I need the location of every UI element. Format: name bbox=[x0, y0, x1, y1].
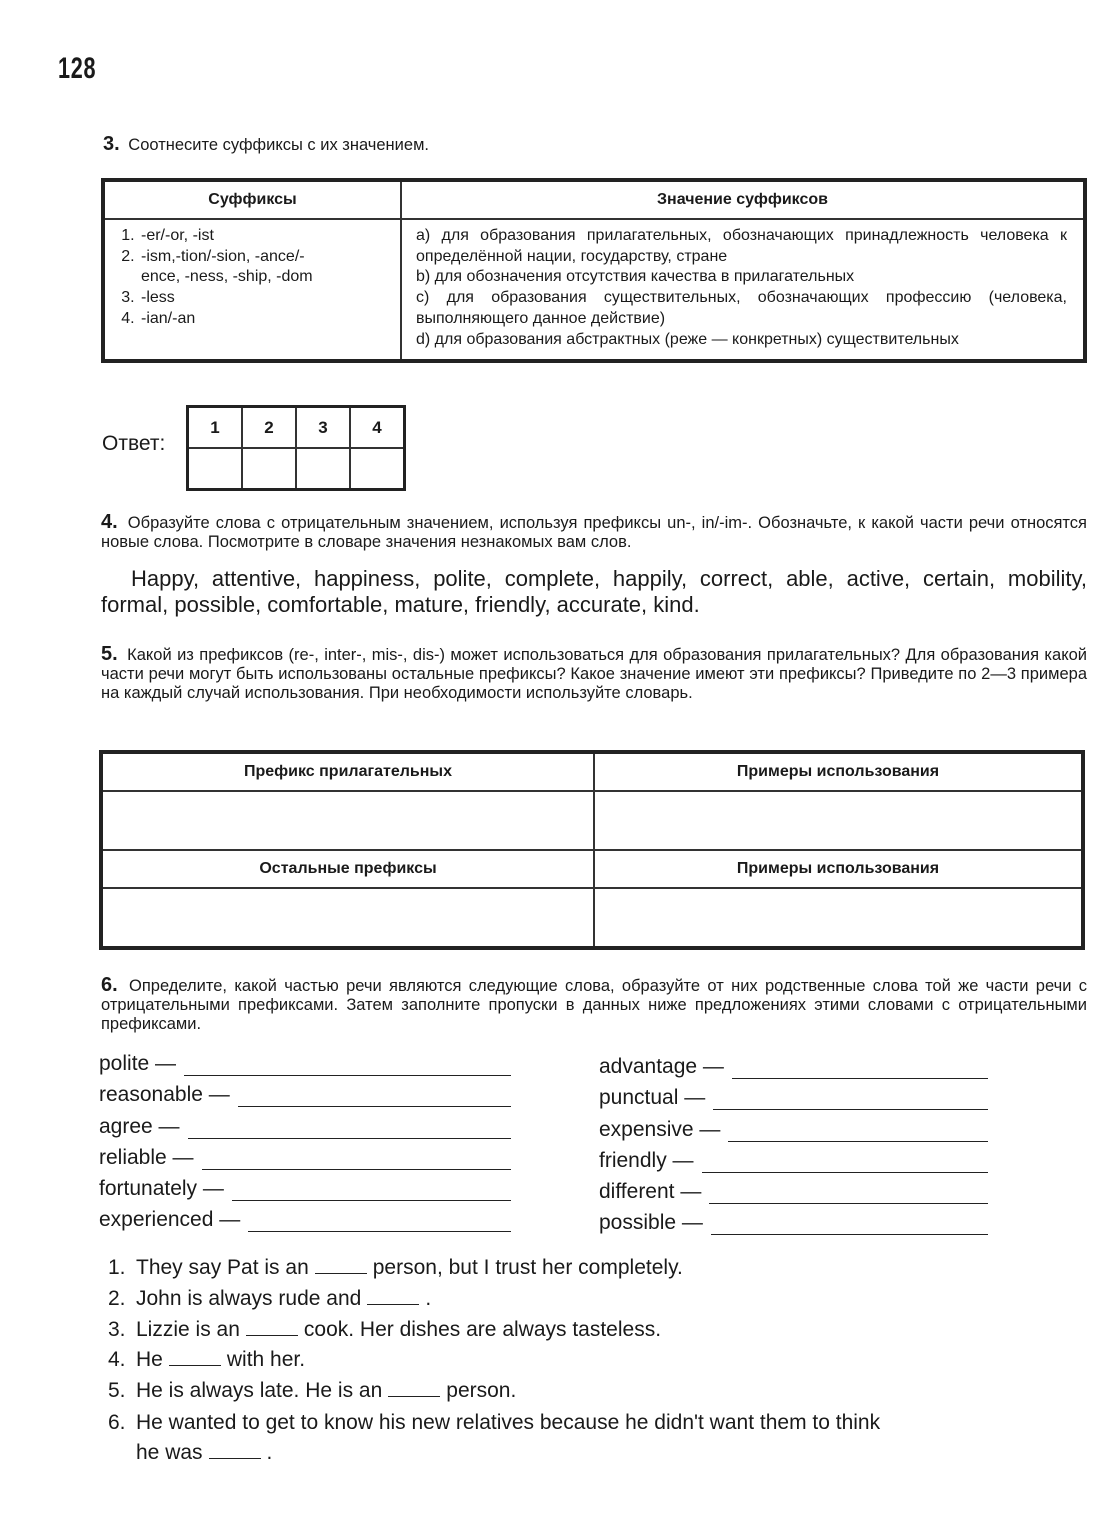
suffix-item: 4. -ian/-an bbox=[139, 309, 390, 330]
word-pair bbox=[599, 1086, 988, 1110]
word-label: friendly — bbox=[599, 1149, 694, 1172]
answer-line[interactable] bbox=[732, 1060, 988, 1079]
sentence-text: He is always late. He is an bbox=[136, 1379, 383, 1402]
sentence-text: They say Pat is an bbox=[136, 1256, 309, 1279]
column-header: Префикс прилагательных bbox=[101, 752, 594, 791]
exercise-instruction: Определите, какой частью речи являются следующие слова, образуйте от них родственные слова той же части речи с отрицательными префиксами. Затем заполните пропуски в данных ниже предложениях этими словами с отрицательными префиксами. bbox=[101, 977, 1087, 1033]
word-label: agree — bbox=[99, 1115, 180, 1138]
sentence bbox=[108, 1315, 661, 1345]
answer-line[interactable] bbox=[232, 1182, 511, 1201]
word-label: experienced — bbox=[99, 1208, 241, 1231]
word-label: expensive — bbox=[599, 1118, 721, 1141]
answer-cell[interactable] bbox=[350, 448, 405, 490]
sentence-text: Lizzie is an bbox=[136, 1318, 240, 1341]
blank[interactable] bbox=[246, 1320, 298, 1336]
word-label: fortunately — bbox=[99, 1177, 224, 1200]
suffix-item: 1. -er/-or, -ist bbox=[139, 226, 390, 247]
sentence-text: . bbox=[266, 1441, 273, 1464]
word-pair bbox=[99, 1052, 511, 1076]
sentence-text: with her. bbox=[226, 1348, 306, 1371]
sentence-text: person, but I trust her completely. bbox=[372, 1256, 683, 1279]
word-pair bbox=[99, 1208, 511, 1232]
exercise-number: 5. bbox=[101, 643, 118, 665]
blank[interactable] bbox=[209, 1443, 261, 1459]
sentence-number: 4. bbox=[108, 1348, 126, 1371]
sentence-text: cook. Her dishes are always tasteless. bbox=[303, 1318, 662, 1341]
answer-cell[interactable] bbox=[242, 448, 296, 490]
meaning-item: d) для образования абстрактных (реже — конкретных) существительных bbox=[416, 330, 959, 348]
sentence-text: He bbox=[136, 1348, 163, 1371]
sentence-number: 1. bbox=[108, 1256, 126, 1279]
answer-cell[interactable] bbox=[188, 448, 243, 490]
answer-col-header: 3 bbox=[296, 407, 350, 449]
exercise-instruction: Какой из префиксов (re-, inter-, mis-, dis-) может использоваться для образования прилагательных? Для образования какой части речи могут быть использованы остальные префиксы? Какое значение имеют эти префиксы? Приведите по 2—3 примера на каждый случай использования. При необходимости используйте словарь. bbox=[101, 646, 1087, 702]
word-pair bbox=[599, 1149, 988, 1173]
answer-col-header: 2 bbox=[242, 407, 296, 449]
word-label: different — bbox=[599, 1180, 702, 1203]
sentence bbox=[108, 1345, 305, 1375]
word-pair bbox=[99, 1177, 511, 1201]
sentence bbox=[108, 1253, 683, 1283]
column-header: Примеры использования bbox=[594, 752, 1083, 791]
meaning-item: b) для обозначения отсутствия качества в прилагательных bbox=[416, 268, 855, 286]
exercise-number: 4. bbox=[101, 511, 118, 533]
sentence bbox=[108, 1408, 880, 1438]
sentence-text: He wanted to get to know his new relatives because he didn't want them to think bbox=[136, 1411, 881, 1434]
sentence-number: 6. bbox=[108, 1411, 126, 1434]
answer-line[interactable] bbox=[702, 1154, 988, 1173]
answer-line[interactable] bbox=[711, 1216, 988, 1235]
word-pair bbox=[599, 1118, 988, 1142]
answer-col-header: 1 bbox=[188, 407, 243, 449]
exercise-instruction: Образуйте слова с отрицательным значением, используя префиксы un-, in/-im-. Обозначьте, к какой части речи относятся новые слова. Посмотрите в словаре значения незнакомых вам слов. bbox=[101, 514, 1087, 551]
blank[interactable] bbox=[367, 1289, 419, 1305]
word-label: reliable — bbox=[99, 1146, 194, 1169]
word-pair bbox=[99, 1146, 511, 1170]
sentence-number: 2. bbox=[108, 1287, 126, 1310]
answer-cell[interactable] bbox=[101, 791, 594, 850]
answer-col-header: 4 bbox=[350, 407, 405, 449]
meaning-item: a) для образования прилагательных, обозначающих принадлежность человека к определённой нации, государству, стране bbox=[416, 227, 1067, 265]
word-pair bbox=[599, 1180, 988, 1204]
meaning-item: c) для образования существительных, обозначающих профессию (человека, выполняющего данное действие) bbox=[416, 289, 1067, 327]
blank[interactable] bbox=[388, 1381, 440, 1397]
word-label: possible — bbox=[599, 1211, 703, 1234]
column-header: Примеры использования bbox=[594, 850, 1083, 888]
answer-cell[interactable] bbox=[101, 888, 594, 948]
sentence-continuation bbox=[136, 1438, 272, 1468]
exercise-6-title bbox=[101, 976, 1087, 1034]
column-header: Остальные префиксы bbox=[101, 850, 594, 888]
answer-cell[interactable] bbox=[594, 888, 1083, 948]
answer-line[interactable] bbox=[238, 1088, 511, 1107]
answer-line[interactable] bbox=[184, 1057, 511, 1076]
suffix-item: 3. -less bbox=[139, 288, 390, 309]
exercise-5-title bbox=[101, 645, 1087, 703]
exercise-instruction: Соотнесите суффиксы с их значением. bbox=[128, 136, 429, 154]
answer-line[interactable] bbox=[248, 1213, 511, 1232]
sentence-text: John is always rude and bbox=[136, 1287, 362, 1310]
suffix-item: 2. -ism,-tion/-sion, -ance/-ence, -ness, -ship, -dom bbox=[139, 247, 331, 288]
suffix-table bbox=[101, 178, 1087, 363]
sentence bbox=[108, 1284, 431, 1314]
exercise-4-title bbox=[101, 513, 1087, 552]
meaning-list-cell bbox=[401, 219, 1085, 361]
word-label: advantage — bbox=[599, 1055, 724, 1078]
suffix-list-cell bbox=[103, 219, 401, 361]
word-list: Happy, attentive, happiness, polite, complete, happily, correct, able, active, certain, mobility, formal, possible, comfortable, mature, friendly, accurate, kind. bbox=[101, 566, 1087, 617]
answer-line[interactable] bbox=[728, 1123, 988, 1142]
word-pair bbox=[599, 1055, 988, 1079]
sentence bbox=[108, 1376, 516, 1406]
sentence-text: person. bbox=[446, 1379, 517, 1402]
exercise-number: 6. bbox=[101, 974, 118, 996]
sentence-number: 5. bbox=[108, 1379, 126, 1402]
sentence-number: 3. bbox=[108, 1318, 126, 1341]
answer-label: Ответ: bbox=[102, 432, 166, 455]
answer-line[interactable] bbox=[188, 1120, 511, 1139]
column-header: Значение суффиксов bbox=[401, 180, 1085, 219]
word-pair bbox=[99, 1083, 511, 1107]
answer-line[interactable] bbox=[709, 1185, 988, 1204]
sentence-text: he was bbox=[136, 1441, 203, 1464]
answer-line[interactable] bbox=[202, 1151, 511, 1170]
word-pair bbox=[599, 1211, 988, 1235]
answer-cell[interactable] bbox=[594, 791, 1083, 850]
blank[interactable] bbox=[315, 1258, 367, 1274]
exercise-number: 3. bbox=[103, 133, 120, 155]
answer-cell[interactable] bbox=[296, 448, 350, 490]
exercise-3-title bbox=[103, 135, 429, 155]
sentence-text: . bbox=[425, 1287, 432, 1310]
answer-line[interactable] bbox=[713, 1091, 988, 1110]
page-number: 128 bbox=[58, 52, 97, 85]
column-header: Суффиксы bbox=[103, 180, 401, 219]
word-label: reasonable — bbox=[99, 1083, 230, 1106]
word-label: punctual — bbox=[599, 1086, 706, 1109]
blank[interactable] bbox=[169, 1350, 221, 1366]
prefix-table bbox=[99, 750, 1085, 950]
answer-grid bbox=[186, 405, 406, 491]
word-pair bbox=[99, 1115, 511, 1139]
word-label: polite — bbox=[99, 1052, 177, 1075]
